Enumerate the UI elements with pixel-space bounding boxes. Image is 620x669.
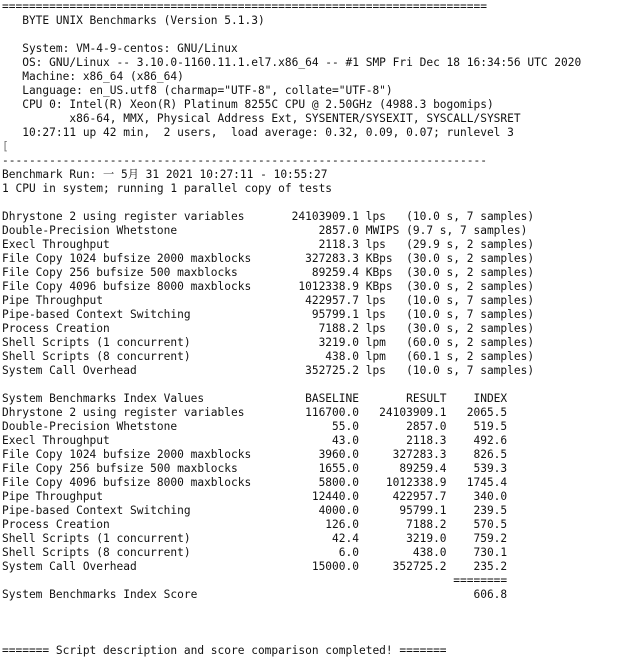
result-row: Process Creation 7188.2 lps (30.0 s, 2 samples) [2,322,535,335]
result-row: Pipe Throughput 422957.7 lps (10.0 s, 7 samples) [2,294,535,307]
separator-line: ------------------------------------------------------------------------ [2,154,487,167]
result-row: System Call Overhead 352725.2 lps (10.0 s, 7 samples) [2,364,535,377]
index-row: Execl Throughput 43.0 2118.3 492.6 [2,434,508,447]
completion-message: ======= Script description and score comparison completed! ======= [2,644,447,657]
blank-line [2,616,620,630]
system-info-machine: Machine: x86_64 (x86_64) [2,70,184,83]
blank-line [2,602,620,616]
result-row: File Copy 1024 bufsize 2000 maxblocks 327283.3 KBps (30.0 s, 2 samples) [2,252,535,265]
system-info-host: System: VM-4-9-centos: GNU/Linux [2,42,238,55]
index-row: Double-Precision Whetstone 55.0 2857.0 519.5 [2,420,508,433]
index-row: Shell Scripts (1 concurrent) 42.4 3219.0 759.2 [2,532,508,545]
system-info-uptime: 10:27:11 up 42 min, 2 users, load average: 0.32, 0.09, 0.07; runlevel 3 [2,126,514,139]
system-info-cpu-flags: x86-64, MMX, Physical Address Ext, SYSENTER/SYSEXIT, SYSCALL/SYSRET [2,112,521,125]
blank-line [2,630,620,644]
index-row: Pipe-based Context Switching 4000.0 95799.1 239.5 [2,504,508,517]
result-row: Pipe-based Context Switching 95799.1 lps (10.0 s, 7 samples) [2,308,535,321]
result-row: Double-Precision Whetstone 2857.0 MWIPS (9.7 s, 7 samples) [2,224,528,237]
index-row: Shell Scripts (8 concurrent) 6.0 438.0 730.1 [2,546,508,559]
result-row: Shell Scripts (1 concurrent) 3219.0 lpm (60.0 s, 2 samples) [2,336,535,349]
index-row: Process Creation 126.0 7188.2 570.5 [2,518,508,531]
result-row: Shell Scripts (8 concurrent) 438.0 lpm (60.1 s, 2 samples) [2,350,535,363]
system-info-language: Language: en_US.utf8 (charmap="UTF-8", collate="UTF-8") [2,84,393,97]
index-row: File Copy 256 bufsize 500 maxblocks 1655.0 89259.4 539.3 [2,462,508,475]
cursor-bracket: [ [2,140,9,153]
index-separator: ======== [2,574,508,587]
index-row: System Call Overhead 15000.0 352725.2 235.2 [2,560,508,573]
benchmark-title: BYTE UNIX Benchmarks (Version 5.1.3) [2,14,265,27]
terminal-output[interactable] [2,0,620,669]
blank-line [2,196,620,210]
result-row: Dhrystone 2 using register variables 24103909.1 lps (10.0 s, 7 samples) [2,210,535,223]
system-info-cpu: CPU 0: Intel(R) Xeon(R) Platinum 8255C CPU @ 2.50GHz (4988.3 bogomips) [2,98,494,111]
system-info-os: OS: GNU/Linux -- 3.10.0-1160.11.1.el7.x86_64 -- #1 SMP Fri Dec 18 16:34:56 UTC 2020 [2,56,582,69]
index-row: Dhrystone 2 using register variables 116700.0 24103909.1 2065.5 [2,406,508,419]
index-row: Pipe Throughput 12440.0 422957.7 340.0 [2,490,508,503]
result-row: File Copy 4096 bufsize 8000 maxblocks 1012338.9 KBps (30.0 s, 2 samples) [2,280,535,293]
blank-line [2,378,620,392]
result-row: File Copy 256 bufsize 500 maxblocks 89259.4 KBps (30.0 s, 2 samples) [2,266,535,279]
index-row: File Copy 4096 bufsize 8000 maxblocks 5800.0 1012338.9 1745.4 [2,476,508,489]
benchmark-run-time: Benchmark Run: 一 5月 31 2021 10:27:11 - 10:55:27 [2,168,328,181]
index-table-header: System Benchmarks Index Values BASELINE RESULT INDEX [2,392,508,405]
cpu-summary: 1 CPU in system; running 1 parallel copy of tests [2,182,333,195]
separator-line: ======================================================================== [2,0,487,13]
index-row: File Copy 1024 bufsize 2000 maxblocks 3960.0 327283.3 826.5 [2,448,508,461]
result-row: Execl Throughput 2118.3 lps (29.9 s, 2 samples) [2,238,535,251]
index-score: System Benchmarks Index Score 606.8 [2,588,508,601]
blank-line [2,28,620,42]
